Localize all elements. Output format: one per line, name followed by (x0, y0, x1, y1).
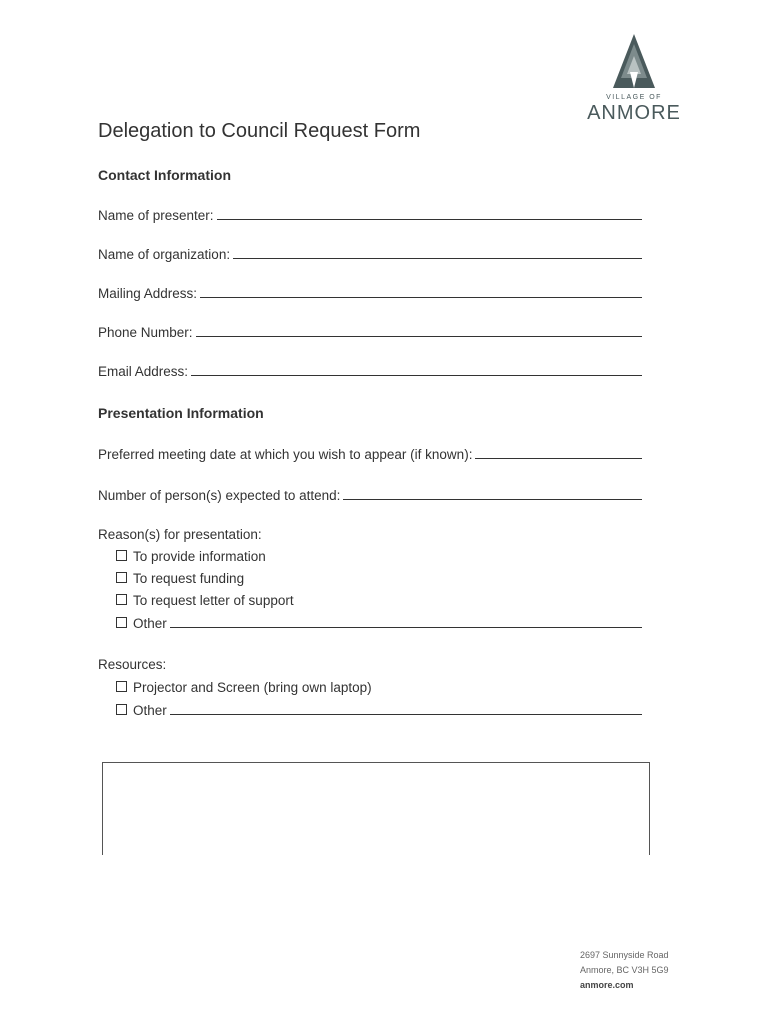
logo-top-text: VILLAGE OF (606, 94, 662, 101)
checkbox[interactable] (116, 617, 127, 628)
mountain-logo-icon (611, 32, 657, 90)
presenter-name-field[interactable] (98, 208, 642, 223)
reason-option-label: To provide information (133, 549, 266, 564)
organization-name-line[interactable] (233, 257, 642, 259)
footer-address-line-1: 2697 Sunnyside Road (580, 950, 669, 960)
persons-attending-line[interactable] (343, 498, 642, 500)
reason-provide-information[interactable] (116, 549, 266, 564)
phone-number-label: Phone Number: (98, 325, 193, 340)
reason-option-label: Other (133, 616, 167, 631)
phone-number-line[interactable] (196, 335, 642, 337)
checkbox[interactable] (116, 572, 127, 583)
checkbox[interactable] (116, 550, 127, 561)
resource-option-label: Other (133, 703, 167, 718)
persons-attending-field[interactable] (98, 488, 642, 503)
resource-projector[interactable] (116, 680, 372, 695)
reason-option-label: To request letter of support (133, 593, 294, 608)
presenter-name-line[interactable] (217, 218, 642, 220)
village-logo (584, 32, 684, 124)
footer-website[interactable]: anmore.com (580, 980, 634, 990)
email-address-label: Email Address: (98, 364, 189, 379)
mailing-address-line[interactable] (200, 296, 642, 298)
contact-heading: Contact Information (98, 167, 231, 183)
checkbox[interactable] (116, 681, 127, 692)
mailing-address-field[interactable] (98, 286, 642, 301)
page-title: Delegation to Council Request Form (98, 120, 421, 142)
mailing-address-label: Mailing Address: (98, 286, 198, 301)
footer-address (580, 948, 669, 993)
reasons-label: Reason(s) for presentation: (98, 527, 262, 542)
organization-name-label: Name of organization: (98, 247, 231, 262)
resource-other-line[interactable] (170, 713, 642, 715)
reason-other[interactable] (116, 616, 642, 631)
reason-other-line[interactable] (170, 626, 642, 628)
presentation-heading: Presentation Information (98, 405, 264, 421)
checkbox[interactable] (116, 704, 127, 715)
resources-label: Resources: (98, 657, 167, 672)
reason-letter-of-support[interactable] (116, 593, 294, 608)
resource-other[interactable] (116, 703, 642, 718)
footer-address-line-2: Anmore, BC V3H 5G9 (580, 965, 669, 975)
notes-box[interactable] (102, 762, 650, 855)
persons-attending-label: Number of person(s) expected to attend: (98, 488, 341, 503)
meeting-date-label: Preferred meeting date at which you wish to appear (if known): (98, 447, 473, 462)
logo-main-text: ANMORE (587, 102, 681, 124)
resource-option-label: Projector and Screen (bring own laptop) (133, 680, 372, 695)
presenter-name-label: Name of presenter: (98, 208, 214, 223)
checkbox[interactable] (116, 594, 127, 605)
meeting-date-field[interactable] (98, 447, 642, 462)
email-address-line[interactable] (191, 374, 642, 376)
reason-option-label: To request funding (133, 571, 245, 586)
organization-name-field[interactable] (98, 247, 642, 262)
phone-number-field[interactable] (98, 325, 642, 340)
meeting-date-line[interactable] (475, 457, 642, 459)
email-address-field[interactable] (98, 364, 642, 379)
reason-request-funding[interactable] (116, 571, 244, 586)
